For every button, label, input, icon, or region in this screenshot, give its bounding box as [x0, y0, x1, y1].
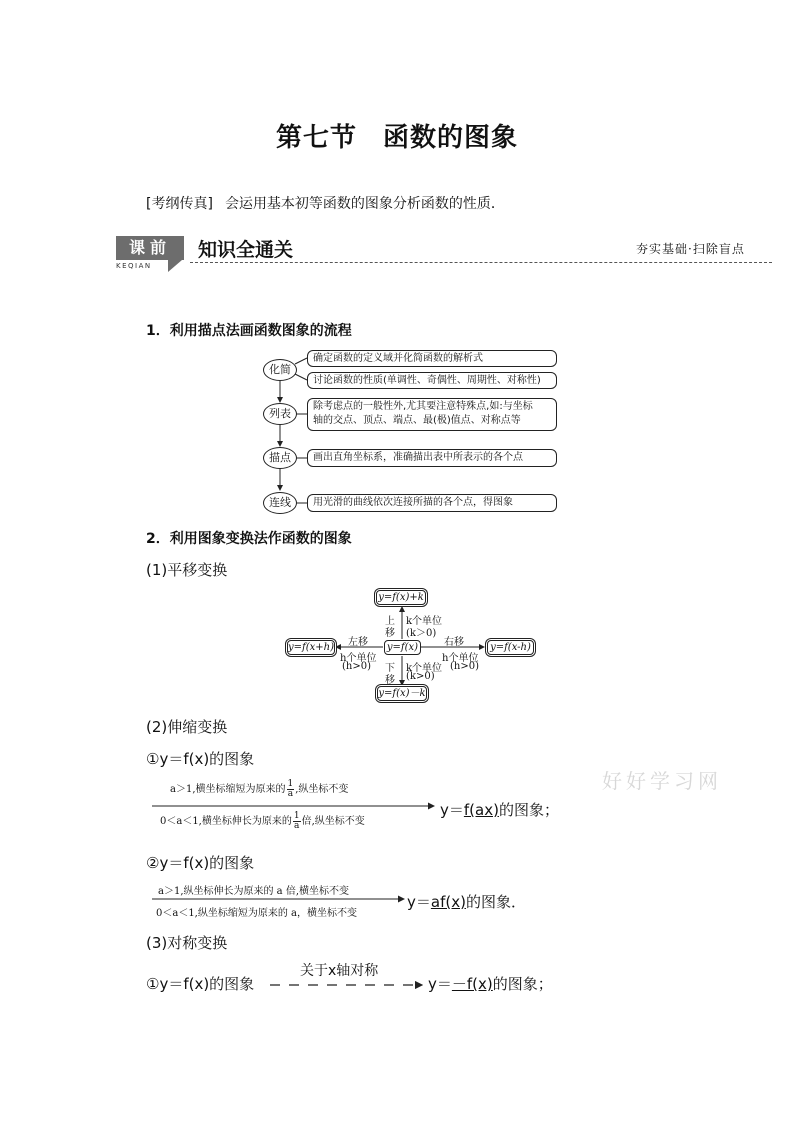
scaling-item1-lead: ①y＝f(x)的图象 [146, 750, 255, 768]
down-cond-1: k个单位 [406, 663, 443, 674]
answer-blank-fax: f(ax) [463, 801, 499, 819]
scaling-item2-bottom-condition: 0＜a＜1,纵坐标缩短为原来的 a，横坐标不变 [156, 908, 358, 919]
section-topic: 函数的图象 [383, 123, 519, 153]
flow-box-properties: 讨论函数的性质(单调性、奇偶性、周期性、对称性) [307, 372, 557, 389]
symmetry-title: (3)对称变换 [146, 934, 228, 952]
flow-step-connect: 连线 [263, 492, 297, 514]
scaling-item2-lead: ②y＝f(x)的图象 [146, 854, 255, 872]
scaling-item2-top-condition: a＞1,纵坐标伸长为原来的 a 倍,横坐标不变 [158, 886, 350, 897]
formula-left: y=f(x+h) [288, 642, 334, 653]
flow-box-coordinate: 画出直角坐标系，准确描出表中所表示的各个点 [307, 449, 557, 467]
scaling-item1-top-condition: a＞1,横坐标缩短为原来的 $\frac{1}{a}$ ,纵坐标不变 [170, 779, 349, 799]
up-label-2: 移 [385, 628, 395, 639]
left-label: 左移 [348, 637, 368, 648]
banner-badge-pinyin: KEQIAN [116, 262, 152, 270]
section2-heading: 2．利用图象变换法作函数的图象 [146, 531, 352, 547]
scaling-title: (2)伸缩变换 [146, 718, 228, 736]
symmetry-item1-result: y＝－f(x)的图象； [428, 975, 553, 993]
symmetry-item1-label: 关于x轴对称 [300, 963, 379, 979]
translation-title: (1)平移变换 [146, 561, 228, 579]
syllabus-text: 会运用基本初等函数的图象分析函数的性质． [224, 196, 505, 212]
down-cond-2: (k>0) [406, 671, 435, 682]
answer-blank-neg-fx: －f(x) [451, 975, 493, 993]
up-cond-2: (k＞0) [406, 628, 437, 639]
flow-box-special-points [307, 398, 557, 431]
flow-box-smooth-curve: 用光滑的曲线依次连接所描的各个点，得图象 [307, 494, 557, 512]
flow-step-plot: 描点 [263, 447, 297, 469]
formula-right: y=f(x-h) [487, 640, 534, 655]
banner-heading: 知识全通关 [198, 239, 294, 261]
section1-heading: 1．利用描点法画函数图象的流程 [146, 323, 352, 339]
scaling-item1-result: y＝f(ax)的图象； [440, 801, 559, 819]
scaling-item2-result: y＝af(x)的图象． [407, 893, 526, 911]
scaling-item1-bottom-condition: 0＜a＜1,横坐标伸长为原来的 $\frac{1}{a}$ 倍,纵坐标不变 [160, 811, 365, 831]
flow-box-special-points-line1: 除考虑点的一般性外,尤其要注意特殊点,如:与坐标 [313, 401, 533, 412]
flow-box-special-points-line2: 轴的交点、顶点、端点、最(极)值点、对称点等 [313, 415, 521, 426]
fraction-one-over-a: $\frac{1}{a}$ [287, 779, 294, 799]
answer-blank-afx: af(x) [430, 893, 466, 911]
banner-slogan: 夯实基础·扫除盲点 [636, 242, 745, 256]
formula-up: y=f(x)+k [376, 590, 426, 605]
up-cond-1: k个单位 [406, 616, 443, 627]
up-label-1: 上 [385, 616, 395, 627]
right-cond-2: (h>0) [450, 661, 479, 672]
watermark: 好好学习网 [602, 769, 722, 793]
banner-badge: 课前 [116, 236, 184, 260]
symmetry-item1-lead: ①y＝f(x)的图象 [146, 975, 255, 993]
down-label-1: 下 [385, 663, 395, 674]
right-label: 右移 [444, 637, 464, 648]
formula-center: y=f(x) [384, 640, 421, 655]
flow-box-domain: 确定函数的定义域并化简函数的解析式 [307, 350, 557, 367]
syllabus-tag: [考纲传真] [146, 196, 213, 212]
right-cond-1: h个单位 [442, 653, 479, 664]
flow-step-simplify: 化简 [263, 359, 297, 381]
formula-down: y=f(x)－k [378, 688, 426, 699]
flow-step-table: 列表 [263, 403, 297, 425]
symmetry-item1-arrow [268, 977, 428, 991]
left-cond-2: (h>0) [342, 661, 371, 672]
section-number: 第七节 [275, 123, 357, 153]
down-label-2: 移 [385, 675, 395, 686]
left-cond-1: h个单位 [340, 653, 377, 664]
